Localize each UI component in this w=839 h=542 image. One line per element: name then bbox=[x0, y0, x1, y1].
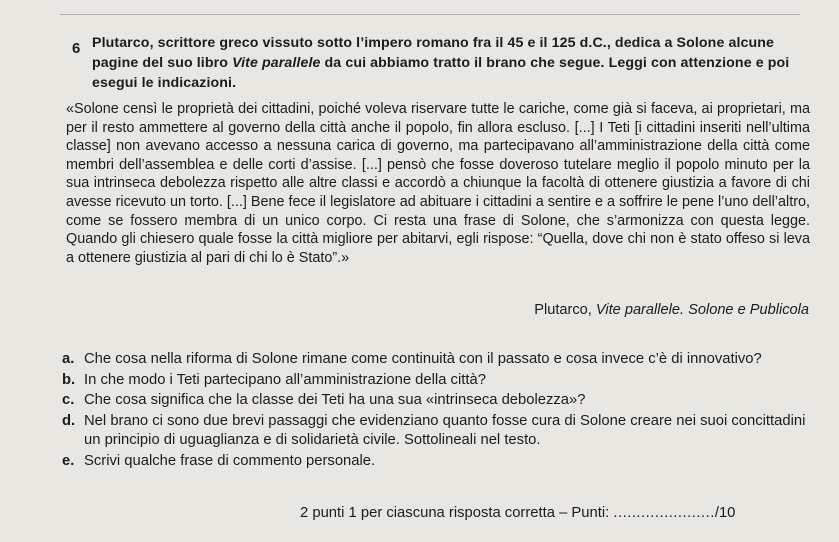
question-text: Che cosa significa che la classe dei Teti ha una sua «intrinseca debolezza»? bbox=[84, 392, 586, 408]
exercise-instructions bbox=[92, 33, 792, 93]
question-item bbox=[62, 452, 810, 472]
question-text: In che modo i Teti partecipano all’amministrazione della città? bbox=[84, 371, 486, 388]
quoted-passage: «Solone censì le proprietà dei cittadini, poiché voleva riservare tutte le cariche, come già si faceva, ai proprietari, ma per il resto ammettere al governo della città anche il popolo, fin allora escluso. [...] I Teti [i cittadini inseriti nell’ultima classe] non avevano accesso a nessuna carica di governo, ma partecipavano all’amministrazione della città come membri dell’assemblea e delle corti d’assise. [...] pensò che fosse doveroso tutelare meglio il popolo minuto per la sua intrinseca debolezza rispetto alle altre classi e accordò a chiunque la facoltà di ottenere giustizia a favore di chi avesse ricevuto un torto. [...] Bene fece il legislatore ad abituare i cittadini a sentire e a soffrire le pene l’uno dell’altro, come se fossero membra di un unico corpo. Ci resta una frase di Solone, che s’armonizza con questa legge. Quando gli chiesero quale fosse la città migliore per abitarvi, egli rispose: “Quella, dove chi non è stato offeso si leva a ottenere giustizia al pari di chi lo è Stato”.» bbox=[66, 101, 810, 266]
question-letter: a. bbox=[62, 351, 75, 367]
score-total: /10 bbox=[714, 505, 736, 521]
page-rule bbox=[60, 14, 800, 15]
question-item bbox=[62, 350, 810, 370]
scoring-line bbox=[300, 505, 735, 521]
exercise-number: 6 bbox=[72, 40, 81, 57]
question-letter: c. bbox=[62, 392, 75, 408]
source-author: Plutarco, bbox=[534, 302, 596, 318]
source-title: Vite parallele. Solone e Publicola bbox=[595, 302, 809, 318]
passage-source bbox=[534, 302, 809, 318]
question-text: Nel brano ci sono due brevi passaggi che evidenziano quanto fosse cura di Solone creare nei suoi concittadini un principio di uguaglianza e di solidarietà civile. Sottolineali nel testo. bbox=[84, 412, 806, 448]
question-letter: d. bbox=[62, 412, 76, 429]
question-item bbox=[62, 371, 810, 391]
question-letter: b. bbox=[62, 371, 76, 388]
intro-book-title: Vite parallele bbox=[232, 55, 321, 71]
question-item bbox=[62, 412, 810, 451]
question-letter: e. bbox=[62, 452, 75, 469]
intro-text-2: da cui abbiamo tratto il brano che segue. Leggi con attenzione e poi esegui le indicazioni. bbox=[92, 55, 790, 91]
intro-text-1: Plutarco, scrittore greco vissuto sotto l’impero romano fra il 45 e il 125 d.C., dedica a Solone alcune pagine del suo libro bbox=[92, 35, 775, 71]
question-text: Che cosa nella riforma di Solone rimane come continuità con il passato e cosa invece c’è di innovativo? bbox=[84, 351, 762, 367]
scoring-text: 2 punti 1 per ciascuna risposta corretta – Punti: bbox=[300, 505, 614, 521]
question-text: Scrivi qualche frase di commento personale. bbox=[84, 452, 376, 469]
question-item bbox=[62, 391, 810, 411]
question-list bbox=[62, 350, 810, 472]
score-blank[interactable]: ...................... bbox=[613, 505, 715, 521]
